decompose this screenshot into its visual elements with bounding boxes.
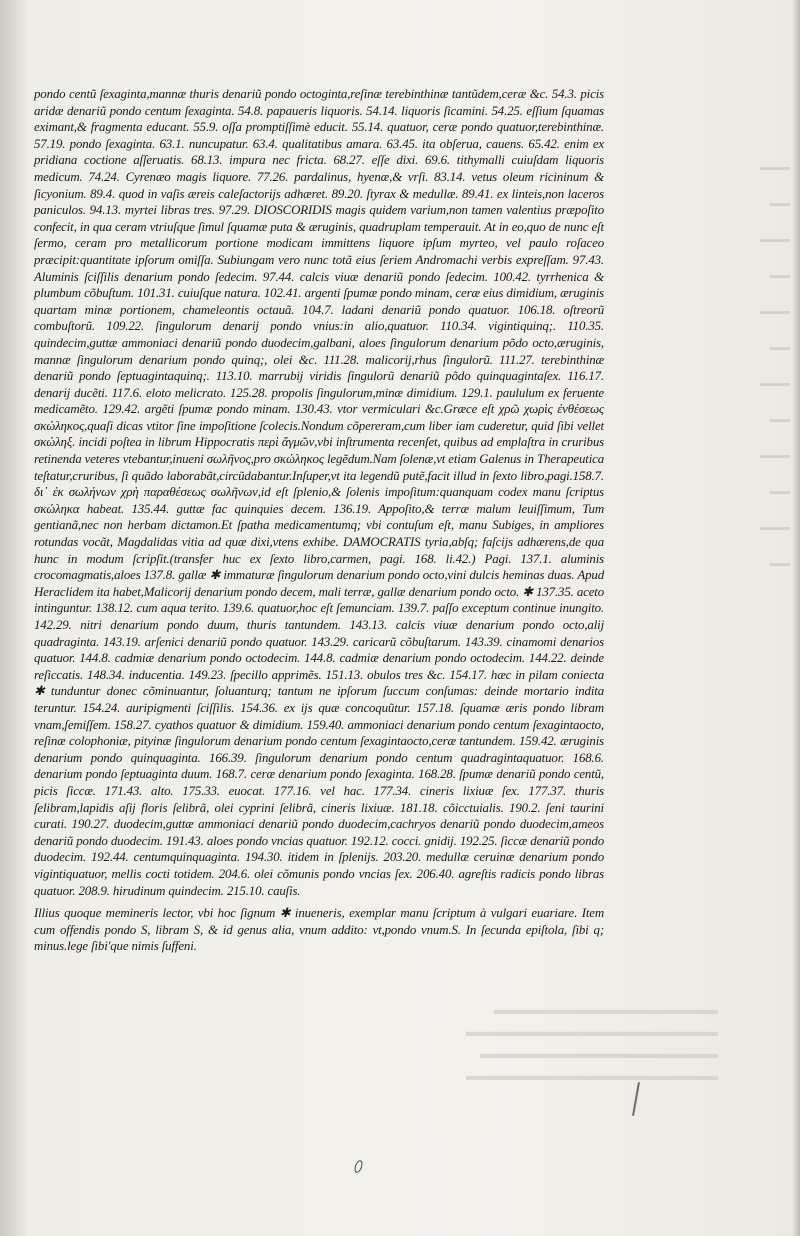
page-edge [792,0,800,1236]
ink-mark [353,1159,364,1174]
show-through-text: ▬▬▬▬▬▬▬▬▬▬▬▬▬▬▬▬ ▬▬▬▬▬▬▬▬▬▬▬▬▬▬▬▬▬▬ ▬▬▬▬▬▬▬▬▬▬▬▬▬▬▬▬▬ ▬▬▬▬▬▬▬▬▬▬▬▬▬▬▬▬▬▬ [466,1003,718,1084]
show-through-margin: ▬▬▬ ▬▬ ▬▬▬ ▬▬ ▬▬▬ ▬▬ ▬▬▬ ▬▬ ▬▬▬ ▬▬ ▬▬▬ ▬▬ [760,162,790,569]
errata-paragraph: pondo centũ ſexaginta,mannæ thuris denariũ pondo octoginta,reſinæ terebinthinæ tantũdem,ceræ &c. 54.3. picis aridæ denariũ pondo centum ſexaginta. 54.8. papaueris liquoris. 54.14. liquoris ſicamini. 54.25. eſſium ſquamas eximant,& fragmenta educant. 55.9. oſſa promptiſſimè educit. 55.14. quatuor, ceræ pondo quatuor,terebinthinæ. 57.19. pondo ſexaginta. 63.1. nuncupatur. 63.4. qualitatibus amara. 63.45. ita obſerua, cauens. 65.42. enim ex pridiana coctione aſſeruatis. 68.13. impura nec fricta. 68.27. eſſe dixi. 69.6. tithymalli cuiuſdam liquoris medicum. 74.24. Cyrenæo magis liquore. 77.26. pardalinus, hyenæ,& vrſi. 83.14. vetus oleum ricininum & ſicyonium. 89.4. quod in vaſis æreis caleſactorijs adhæret. 89.20. ſtyrax & medullæ. 89.41. ex linteis,non laceros paniculos. 94.13. myrtei libras tres. 97.29. DIOSCORIDIS magis quidem varium,non tamen valentius præpoſito confecit, in qua ceram vtriuſque ſimul ſquamæ puta & æruginis, quadruplam temperauit. At in eo,quo de nunc eſt ſermo, ceram pro metallicorum portione modicam immittens liquore ipſum myrteo, vel paulo roſaceo præcipit:quantitate ipſorum omiſſa. Subiungam vero nunc totã eius ſeriem Andromachi verbis expreſſam. 97.43. Aluminis ſciſſilis denarium pondo ſedecim. 97.44. calcis viuæ denariũ pondo ſedecim. 100.42. tyrrhenica & plumbum cõbuſtum. 101.31. cuiuſque natura. 102.41. argenti ſpumæ pondo minam, ceræ eius dimidium, æruginis quartam minæ portionem, chameleontis octauã. 104.7. ladani denariũ pondo quatuor. 106.18. oſtreorũ combuſtorũ. 109.22. ſingulorum denarij pondo vnius:in alio,quatuor. 110.34. vigintiquinq;. 110.35. quindecim,guttæ ammoniaci denariũ pondo duodecim,galbani, aloes ſingulorum denarium põdo octo,æruginis, mannæ ſingulorum denarium pondo quinq;, olei &c. 111.28. malicorij,rhus ſingulorũ. 111.27. terebinthinæ denariũ pondo ſeptuagintaquinq;. 113.10. marrubij viridis ſingulorũ denariũ põdo quinquagintaſex. 116.17. denarij ducẽti. 117.6. eloto melicrato. 125.28. propolis ſingulorum,minæ dimidium. 129.1. paululum ex feruente medicamẽto. 129.42. argẽti ſpumæ pondo minam. 130.43. vtor vermiculari &c.Græce eſt χρῶ χωρὶς ἐνθέσεως σκώληκος,quaſi dicas vtitor ſine impoſitione ſcolecis.Nondum cõpereram,cum liber iam cuderetur, quid ſibi vellet σκώληξ. incidi poſtea in librum Hippocratis περὶ ἄγμῶν,vbi inſtrumenta recenſet, quibus ad emplaſtra in cruribus retinenda veteres vtebantur,inueni σωλῆνος,pro σκώληκος legẽdum.Nam ſolenæ,vt etiam Galenus in Therapeutica teſtatur,cruribus, ſi quãdo laborabãt,circũdabantur.Inſuper,vt ita legendũ putẽ,facit illud in ſexto libro,pagi.158.7. δι᾽ ἐκ σωλήνων χρὴ παραθέσεως σωλῆνων,id eſt ſplenio,& ſolenis impoſitum:quanquam codex manu ſcriptus σκώληκα habeat. 135.44. guttæ fac quinquies decem. 136.19. Appoſito,& terræ malum leuiſſimum, Tum gentianã,nec non herbam dictamon.Et ſpatha medicamentumq; vbi contuſum eſt, manu Subiges, in ampliores rotundas vocãt, Magdalidas vitia ad quæ dixi,vtens exhibe. DAMOCRATIS tyria,abſq; faſcijs adhærens,de qua hunc in modum ſcripſit.(transfer huc ex ſexto libro,carmen, pagi. 168. li.42.) Pagi. 137.1. aluminis crocomagmatis,aloes 137.8. gallæ ✱ immaturæ ſingulorum denarium pondo octo,vini dulcis heminas duas. Apud Heraclidem ita habet,Malicorij denarium pondo decem, mali terræ, gallæ denarium pondo octo. ✱ 137.35. aceto intinguntur. 138.12. cum aqua terito. 139.6. quatuor,hoc eſt ſemunciam. 139.7. paſſo exceptum continue inungito. 142.29. nitri denarium pondo duum, thuris tantundem. 143.13. calcis viuæ denarium pondo octo,alij quadraginta. 143.19. arſenici denariũ pondo quatuor. 143.29. caricarũ cõbuſtarum. 143.39. cinamomi denarios quatuor. 144.8. cadmiæ denarium pondo octodecim. 144.8. cadmiæ denarium pondo octodecim. 144.22. deinde reſiccatis. 148.34. inducentia. 149.23. ſpecillo apprimẽs. 151.13. obulos tres &c. 154.17. hæc in pilam coniecta ✱ tunduntur donec cõminuantur, ſoluanturq; tantum ne ipſorum ſuccum conſumas: deinde mortario indita teruntur. 154.24. auripigmenti ſciſſilis. 154.36. ex ijs quæ concoquũtur. 157.18. ſquamæ æris pondo libram vnam,ſemiſſem. 158.27. cyathos quatuor & dimidium. 159.40. ammoniaci denarium pondo centum ſexagintaocto, reſinæ colophoniæ, pityinæ ſingulorum denarium pondo centum ſexagintaocto,ceræ tantundem. 159.42. æruginis denarium pondo quinquaginta. 166.39. ſingulorum denarium pondo centum quadragintaquatuor. 168.6. denarium pondo ſeptuaginta duum. 168.7. ceræ denarium pondo ſexaginta. 168.28. ſpumæ denariũ pondo centũ, picis ſiccæ. 171.43. alto. 175.33. euocat. 177.16. vel hac. 177.34. cineris lixiuæ ſex. 177.37. thuris ſelibram,lapidis aſij floris ſelibrã, olei cyprini ſelibrã, cineris lixiuæ. 181.18. cõicctuialis. 190.2. ſeni taurini curati. 190.27. duodecim,guttæ ammoniaci denariũ pondo duodecim,cachryos denariũ pondo duodecim,ameos denariũ pondo duodecim. 191.43. aloes pondo vncias quatuor. 192.12. cocci. gnidij. 192.25. ſiccæ denariũ pondo duodecim. 192.44. centumquinquaginta. 194.30. itidem in ſplenijs. 203.20. medullæ ceruinæ denarium pondo vigintiquatuor, mellis cocti totidem. 204.6. olei cõmunis pondo vncias ſex. 206.40. agreſtis radicis pondo libras quatuor. 208.9. hirudinum quindecim. 215.10. cauſis. [34,87,604,898]
errata-text [34,86,604,955]
gutter-shadow [0,0,28,1236]
closing-note: Illius quoque memineris lector, vbi hoc ſignum ✱ inueneris, exemplar manu ſcriptum à vulgari euariare. Item cum offendis pondo S, libram S, & id genus alia, vnum addito: vt,pondo vnum.S. In ſecunda epiſtola, ſibi q; minus.lege ſibi'que nimis ſuffeni. [34,906,604,954]
